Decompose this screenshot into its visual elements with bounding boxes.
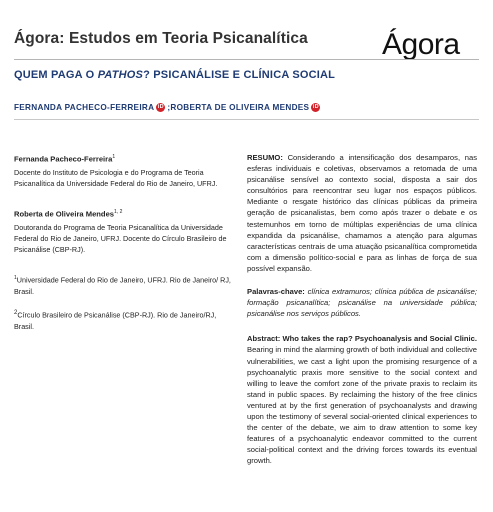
- author1-affiliation: Docente do Instituto de Psicologia e do Programa de Teoria Psicanalítica da Universidade Federal do Rio de Janeiro, UFRJ.: [14, 167, 218, 188]
- author2-name: ROBERTA DE OLIVEIRA MENDES: [170, 103, 310, 112]
- footnote-2: [14, 308, 236, 332]
- journal-logo: [382, 22, 472, 62]
- author2-sup: 1, 2: [114, 209, 123, 216]
- author1-name: FERNANDA PACHECO-FERREIRA: [14, 103, 155, 112]
- author1-heading: [14, 152, 236, 165]
- keywords-text: clínica extramuros; clínica pública de psicanálise; formação psicanalítica; psicanálise na universidade pública; psicanálise nos serviços públicos.: [247, 287, 477, 319]
- resumo-block: [247, 152, 477, 274]
- author2-heading-name: Roberta de Oliveira Mendes: [14, 209, 115, 219]
- article-title: [14, 69, 335, 81]
- authors-divider: [14, 119, 479, 120]
- orcid-icon[interactable]: iD: [157, 104, 164, 110]
- article-title-suffix: ? PSICANÁLISE E CLÍNICA SOCIAL: [143, 69, 336, 81]
- footnote-1-marker: 1: [14, 275, 17, 282]
- abstract-column: [247, 152, 477, 466]
- authors-line: [14, 103, 322, 112]
- abstract-block: [247, 333, 477, 466]
- article-title-prefix: QUEM PAGA O: [14, 69, 98, 81]
- footnote-2-text: Círculo Brasileiro de Psicanálise (CBP-RJ). Rio de Janeiro/RJ, Brasil.: [14, 310, 217, 331]
- footnote-1: [14, 273, 236, 297]
- author-info-column: [14, 152, 236, 332]
- keywords-block: [247, 286, 477, 319]
- author1-sup: 1: [112, 154, 116, 160]
- journal-title: Ágora: Estudos em Teoria Psicanalítica: [14, 30, 308, 47]
- footnote-1-text: Universidade Federal do Rio de Janeiro, UFRJ. Rio de Janeiro/ RJ, Brasil.: [14, 275, 231, 297]
- resumo-text: Considerando a intensificação dos desamparos, nas esferas individuais e coletivas, observamos a retomada de uma psicanálise sensível ao contexto social, disposta a sair dos consultórios para reencontrar seu lugar nos espaços públicos. Mediante o resgate histórico das clínicas públicas da primeira geração de psicanalistas, bem como após trazer o debate e os testemunhos em torno de múltiplas experiências de uma clínica expandida da psicanálise, chamamos a atenção para algumas características centrais de uma atuação psicanalítica comprometida com a dimensão político-social e para as linhas de força de sua possível expansão.: [247, 153, 477, 273]
- keywords-label: Palavras-chave:: [247, 287, 305, 297]
- resumo-label: RESUMO:: [247, 153, 283, 162]
- orcid-icon[interactable]: iD: [312, 104, 319, 110]
- logo-text: Ágora: [382, 28, 460, 61]
- article-title-italic: PATHOS: [97, 69, 144, 81]
- author1-heading-name: Fernanda Pacheco-Ferreira: [14, 154, 113, 164]
- header-divider: [14, 59, 479, 60]
- author2-heading: [14, 207, 236, 220]
- authors-separator: ;: [167, 103, 171, 112]
- abstract-title: Who takes the rap? Psychoanalysis and Social Clinic.: [280, 334, 477, 344]
- abstract-label: Abstract:: [247, 334, 281, 344]
- footnote-2-marker: 2: [14, 310, 18, 317]
- abstract-text: Bearing in mind the alarming growth of both individual and collective vulnerabilities, we cast a light upon the promising resurgence of a psychoanalytic praxis more sensitive to the social context and willing to leave the comfort zone of the private praxis to reclaim its stand in public spaces. By reclaiming the history of the free clinics ventured at by the first generation of psychoanalysts and drawing upon the testimony of several social-oriented clinical experiences to the center of the debate, we aim to draw attention to some key features of a psychoanalytic endeavor committed to the current social-political context and the driving forces towards its eventual growth.: [247, 345, 477, 466]
- author2-affiliation: Doutoranda do Programa de Teoria Psicanalítica da Universidade Federal do Rio de Janeiro, UFRJ. Docente do Círculo Brasileiro de Psicanálise (CBP-RJ).: [14, 222, 227, 255]
